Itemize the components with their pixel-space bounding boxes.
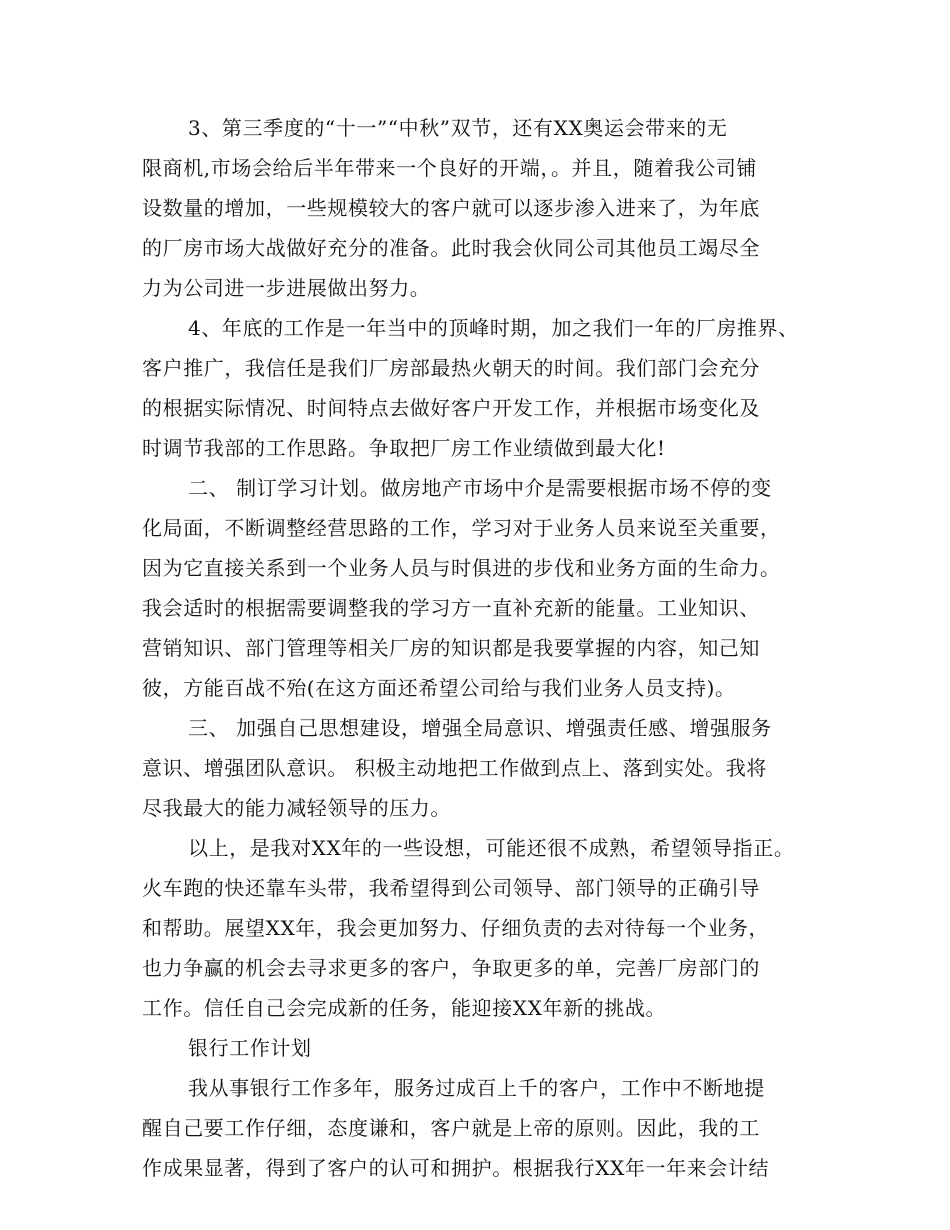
paragraph-line: 力为公司进一步进展做出努力。 [142, 276, 431, 300]
paragraph-line: 工作。信任自己会完成新的任务，能迎接XX年新的挑战。 [142, 996, 667, 1020]
paragraph-line: 客户推广，我信任是我们厂房部最热火朝天的时间。我们部门会充分 [142, 356, 760, 380]
paragraph-line: 限商机,市场会给后半年带来一个良好的开端，。并且，随着我公司铺 [142, 156, 757, 180]
paragraph-line: 我从事银行工作多年，服务过成百上千的客户，工作中不断地提 [188, 1076, 765, 1100]
paragraph-line: 醒自己要工作仔细，态度谦和，客户就是上帝的原则。因此，我的工 [142, 1116, 760, 1140]
paragraph-line: 三、 加强自己思想建设，增强全局意识、增强责任感、增强服务 [188, 716, 772, 740]
paragraph-line: 尽我最大的能力减轻领导的压力。 [142, 796, 451, 820]
paragraph-line: 作成果显著，得到了客户的认可和拥护。根据我行XX年一年来会计结 [142, 1156, 770, 1180]
paragraph-line: 化局面，不断调整经营思路的工作，学习对于业务人员来说至关重要， [142, 516, 781, 540]
paragraph-line: 的根据实际情况、时间特点去做好客户开发工作，并根据市场变化及 [142, 396, 760, 420]
paragraph-line: 3、第三季度的“十一”“中秋”双节，还有XX奥运会带来的无 [188, 116, 728, 140]
section-heading: 银行工作计划 [188, 1036, 312, 1060]
paragraph-line: 二、 制订学习计划。做房地产市场中介是需要根据市场不停的变 [188, 476, 772, 500]
paragraph-line: 时调节我部的工作思路。争取把厂房工作业绩做到最大化! [142, 436, 666, 460]
paragraph-line: 我会适时的根据需要调整我的学习方一直补充新的能量。工业知识、 [142, 596, 760, 620]
paragraph-line: 以上，是我对XX年的一些设想，可能还很不成熟，希望领导指正。 [188, 836, 795, 860]
document-body [142, 108, 832, 1188]
paragraph-line: 也力争赢的机会去寻求更多的客户，争取更多的单，完善厂房部门的 [142, 956, 760, 980]
paragraph-line: 4、年底的工作是一年当中的顶峰时期，加之我们一年的厂房推界、 [188, 316, 799, 340]
paragraph-line: 设数量的增加，一些规模较大的客户就可以逐步渗入进来了，为年底 [142, 196, 760, 220]
paragraph-line: 火车跑的快还靠车头带，我希望得到公司领导、部门领导的正确引导 [142, 876, 760, 900]
paragraph-line: 因为它直接关系到一个业务人员与时俱进的步伐和业务方面的生命力。 [142, 556, 781, 580]
paragraph-line: 的厂房市场大战做好充分的准备。此时我会伙同公司其他员工竭尽全 [142, 236, 760, 260]
paragraph-line: 意识、增强团队意识。 积极主动地把工作做到点上、落到实处。我将 [142, 756, 767, 780]
paragraph-line: 彼，方能百战不殆(在这方面还希望公司给与我们业务人员支持)。 [142, 676, 736, 700]
paragraph-line: 营销知识、部门管理等相关厂房的知识都是我要掌握的内容，知己知 [142, 636, 760, 660]
paragraph-line: 和帮助。展望XX年，我会更加努力、仔细负责的去对待每一个业务， [142, 916, 770, 940]
